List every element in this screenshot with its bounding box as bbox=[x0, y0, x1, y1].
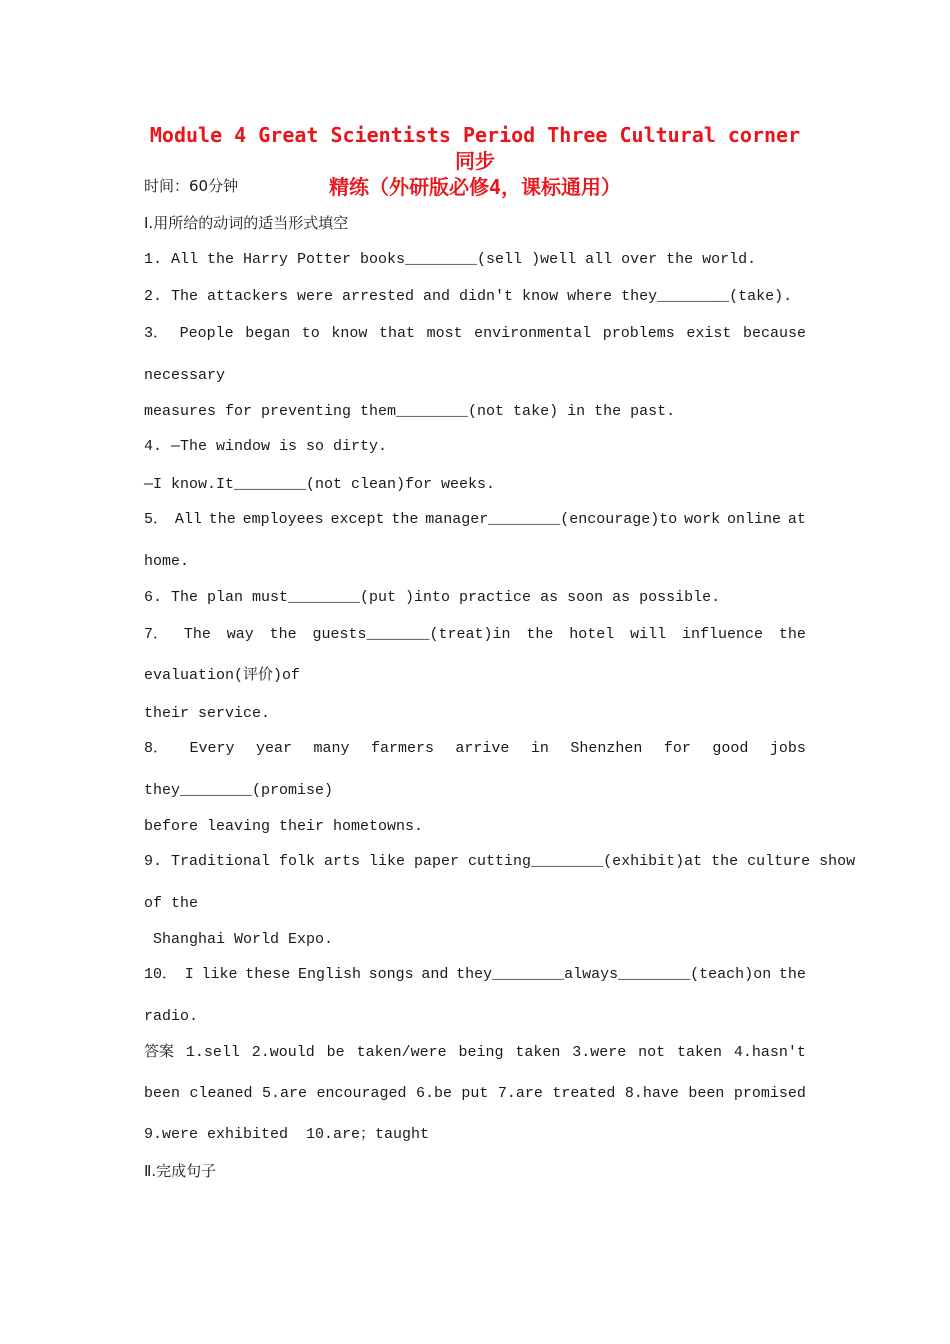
line-word: hotel bbox=[569, 626, 615, 643]
title-line-1: Module 4 Great Scientists Period Three Cultural corner 同步 bbox=[149, 123, 801, 173]
line-word: 5.are bbox=[261, 1085, 307, 1102]
question-6: 6. The plan must________(put )into practice as soon as possible. bbox=[144, 589, 721, 606]
question-3-line-1 bbox=[144, 324, 806, 344]
line-word: online bbox=[727, 511, 782, 528]
line-word: been bbox=[144, 1085, 181, 1102]
line-word: treated bbox=[552, 1085, 616, 1102]
line-word: because bbox=[742, 325, 806, 342]
question-9-line-1: 9. Traditional folk arts like paper cutting________(exhibit)at the culture show bbox=[144, 853, 856, 870]
line-word: Every bbox=[189, 740, 235, 757]
line-word: taken bbox=[515, 1044, 561, 1061]
line-word: employees bbox=[242, 511, 324, 528]
question-10-line-2: radio. bbox=[144, 1008, 199, 1025]
line-word: know bbox=[331, 325, 368, 342]
line-word: in bbox=[530, 740, 549, 757]
line-word: to bbox=[301, 325, 320, 342]
line-word: these bbox=[245, 966, 291, 983]
line-word: cleaned bbox=[189, 1085, 253, 1102]
question-2: 2. The attackers were arrested and didn't know where they________(take). bbox=[144, 288, 793, 305]
line-word: 8． bbox=[144, 740, 169, 757]
line-word: and bbox=[421, 966, 449, 983]
line-word: the bbox=[526, 626, 554, 643]
line-word: promised bbox=[733, 1085, 806, 1102]
line-word: English bbox=[297, 966, 361, 983]
line-word: many bbox=[313, 740, 350, 757]
question-8-line-2: they________(promise) bbox=[144, 782, 334, 799]
line-word: the bbox=[778, 966, 806, 983]
line-word: not bbox=[638, 1044, 666, 1061]
answer-key-line-3: 9.were exhibited 10.are；taught bbox=[144, 1126, 430, 1143]
line-word: 2.would bbox=[251, 1044, 315, 1061]
line-word: the bbox=[269, 626, 297, 643]
line-word: the bbox=[391, 511, 419, 528]
line-word: manager________(encourage)to bbox=[425, 511, 678, 528]
line-word: year bbox=[255, 740, 292, 757]
question-4-line-1: 4. —The window is so dirty. bbox=[144, 438, 388, 455]
line-word: I bbox=[184, 966, 194, 983]
question-5-line-1 bbox=[144, 510, 806, 530]
line-word: 10． bbox=[144, 966, 178, 983]
line-word: exist bbox=[686, 325, 732, 342]
question-10-line-1 bbox=[144, 965, 806, 985]
line-word: taken/were bbox=[356, 1044, 447, 1061]
question-5-line-2: home. bbox=[144, 553, 190, 570]
line-word: like bbox=[201, 966, 238, 983]
line-word: for bbox=[663, 740, 691, 757]
line-word: 3． bbox=[144, 325, 169, 342]
line-word: way bbox=[226, 626, 254, 643]
answer-key-line-2 bbox=[144, 1084, 806, 1104]
question-7-line-2: evaluation(评价)of bbox=[144, 667, 301, 684]
line-word: 6.be bbox=[415, 1085, 452, 1102]
line-word: guests_______(treat)in bbox=[312, 626, 511, 643]
line-word: 7． bbox=[144, 626, 169, 643]
line-word: 1.sell bbox=[185, 1044, 240, 1061]
line-word: 答案 bbox=[144, 1044, 175, 1061]
line-word: began bbox=[245, 325, 291, 342]
line-word: they________always________(teach)on bbox=[456, 966, 772, 983]
line-word: will bbox=[630, 626, 667, 643]
line-word: 3.were bbox=[572, 1044, 627, 1061]
line-word: most bbox=[426, 325, 463, 342]
line-word: Shenzhen bbox=[570, 740, 643, 757]
line-word: environmental bbox=[474, 325, 592, 342]
line-word: encouraged bbox=[316, 1085, 407, 1102]
line-word: at bbox=[787, 511, 806, 528]
line-word: the bbox=[208, 511, 236, 528]
answer-key-line-1 bbox=[144, 1043, 806, 1063]
question-9-line-3: Shanghai World Expo. bbox=[144, 931, 334, 948]
line-word: influence bbox=[682, 626, 764, 643]
line-word: except bbox=[330, 511, 385, 528]
line-word: songs bbox=[368, 966, 414, 983]
question-7-line-3: their service. bbox=[144, 705, 271, 722]
line-word: arrive bbox=[455, 740, 510, 757]
section-1-heading: I.用所给的动词的适当形式填空 bbox=[144, 214, 349, 232]
line-word: problems bbox=[602, 325, 675, 342]
question-9-line-2: of the bbox=[144, 895, 199, 912]
question-3-line-2: necessary bbox=[144, 367, 226, 384]
line-word: The bbox=[183, 626, 211, 643]
line-word: be bbox=[326, 1044, 345, 1061]
line-word: 5． bbox=[144, 511, 169, 528]
line-word: farmers bbox=[370, 740, 434, 757]
line-word: jobs bbox=[769, 740, 806, 757]
question-8-line-3: before leaving their hometowns. bbox=[144, 818, 424, 835]
line-word: 4.hasn't bbox=[733, 1044, 806, 1061]
question-8-line-1 bbox=[144, 739, 806, 759]
line-word: the bbox=[778, 626, 806, 643]
line-word: taken bbox=[677, 1044, 723, 1061]
question-1: 1. All the Harry Potter books________(sell )well all over the world. bbox=[144, 251, 757, 268]
section-2-heading: Ⅱ.完成句子 bbox=[144, 1162, 217, 1180]
time-limit: 时间：60分钟 bbox=[144, 177, 239, 195]
line-word: good bbox=[712, 740, 749, 757]
line-word: People bbox=[179, 325, 234, 342]
line-word: 8.have bbox=[624, 1085, 679, 1102]
line-word: being bbox=[458, 1044, 504, 1061]
question-4-line-2: —I know.It________(not clean)for weeks. bbox=[144, 476, 496, 493]
line-word: put bbox=[461, 1085, 489, 1102]
line-word: been bbox=[688, 1085, 725, 1102]
question-7-line-1 bbox=[144, 625, 806, 645]
line-word: that bbox=[378, 325, 415, 342]
question-3-line-3: measures for preventing them________(not take) in the past. bbox=[144, 403, 676, 420]
line-word: 7.are bbox=[497, 1085, 543, 1102]
title-line-2: 精练（外研版必修4，课标通用） bbox=[328, 175, 622, 199]
line-word: All bbox=[174, 511, 202, 528]
line-word: work bbox=[684, 511, 721, 528]
